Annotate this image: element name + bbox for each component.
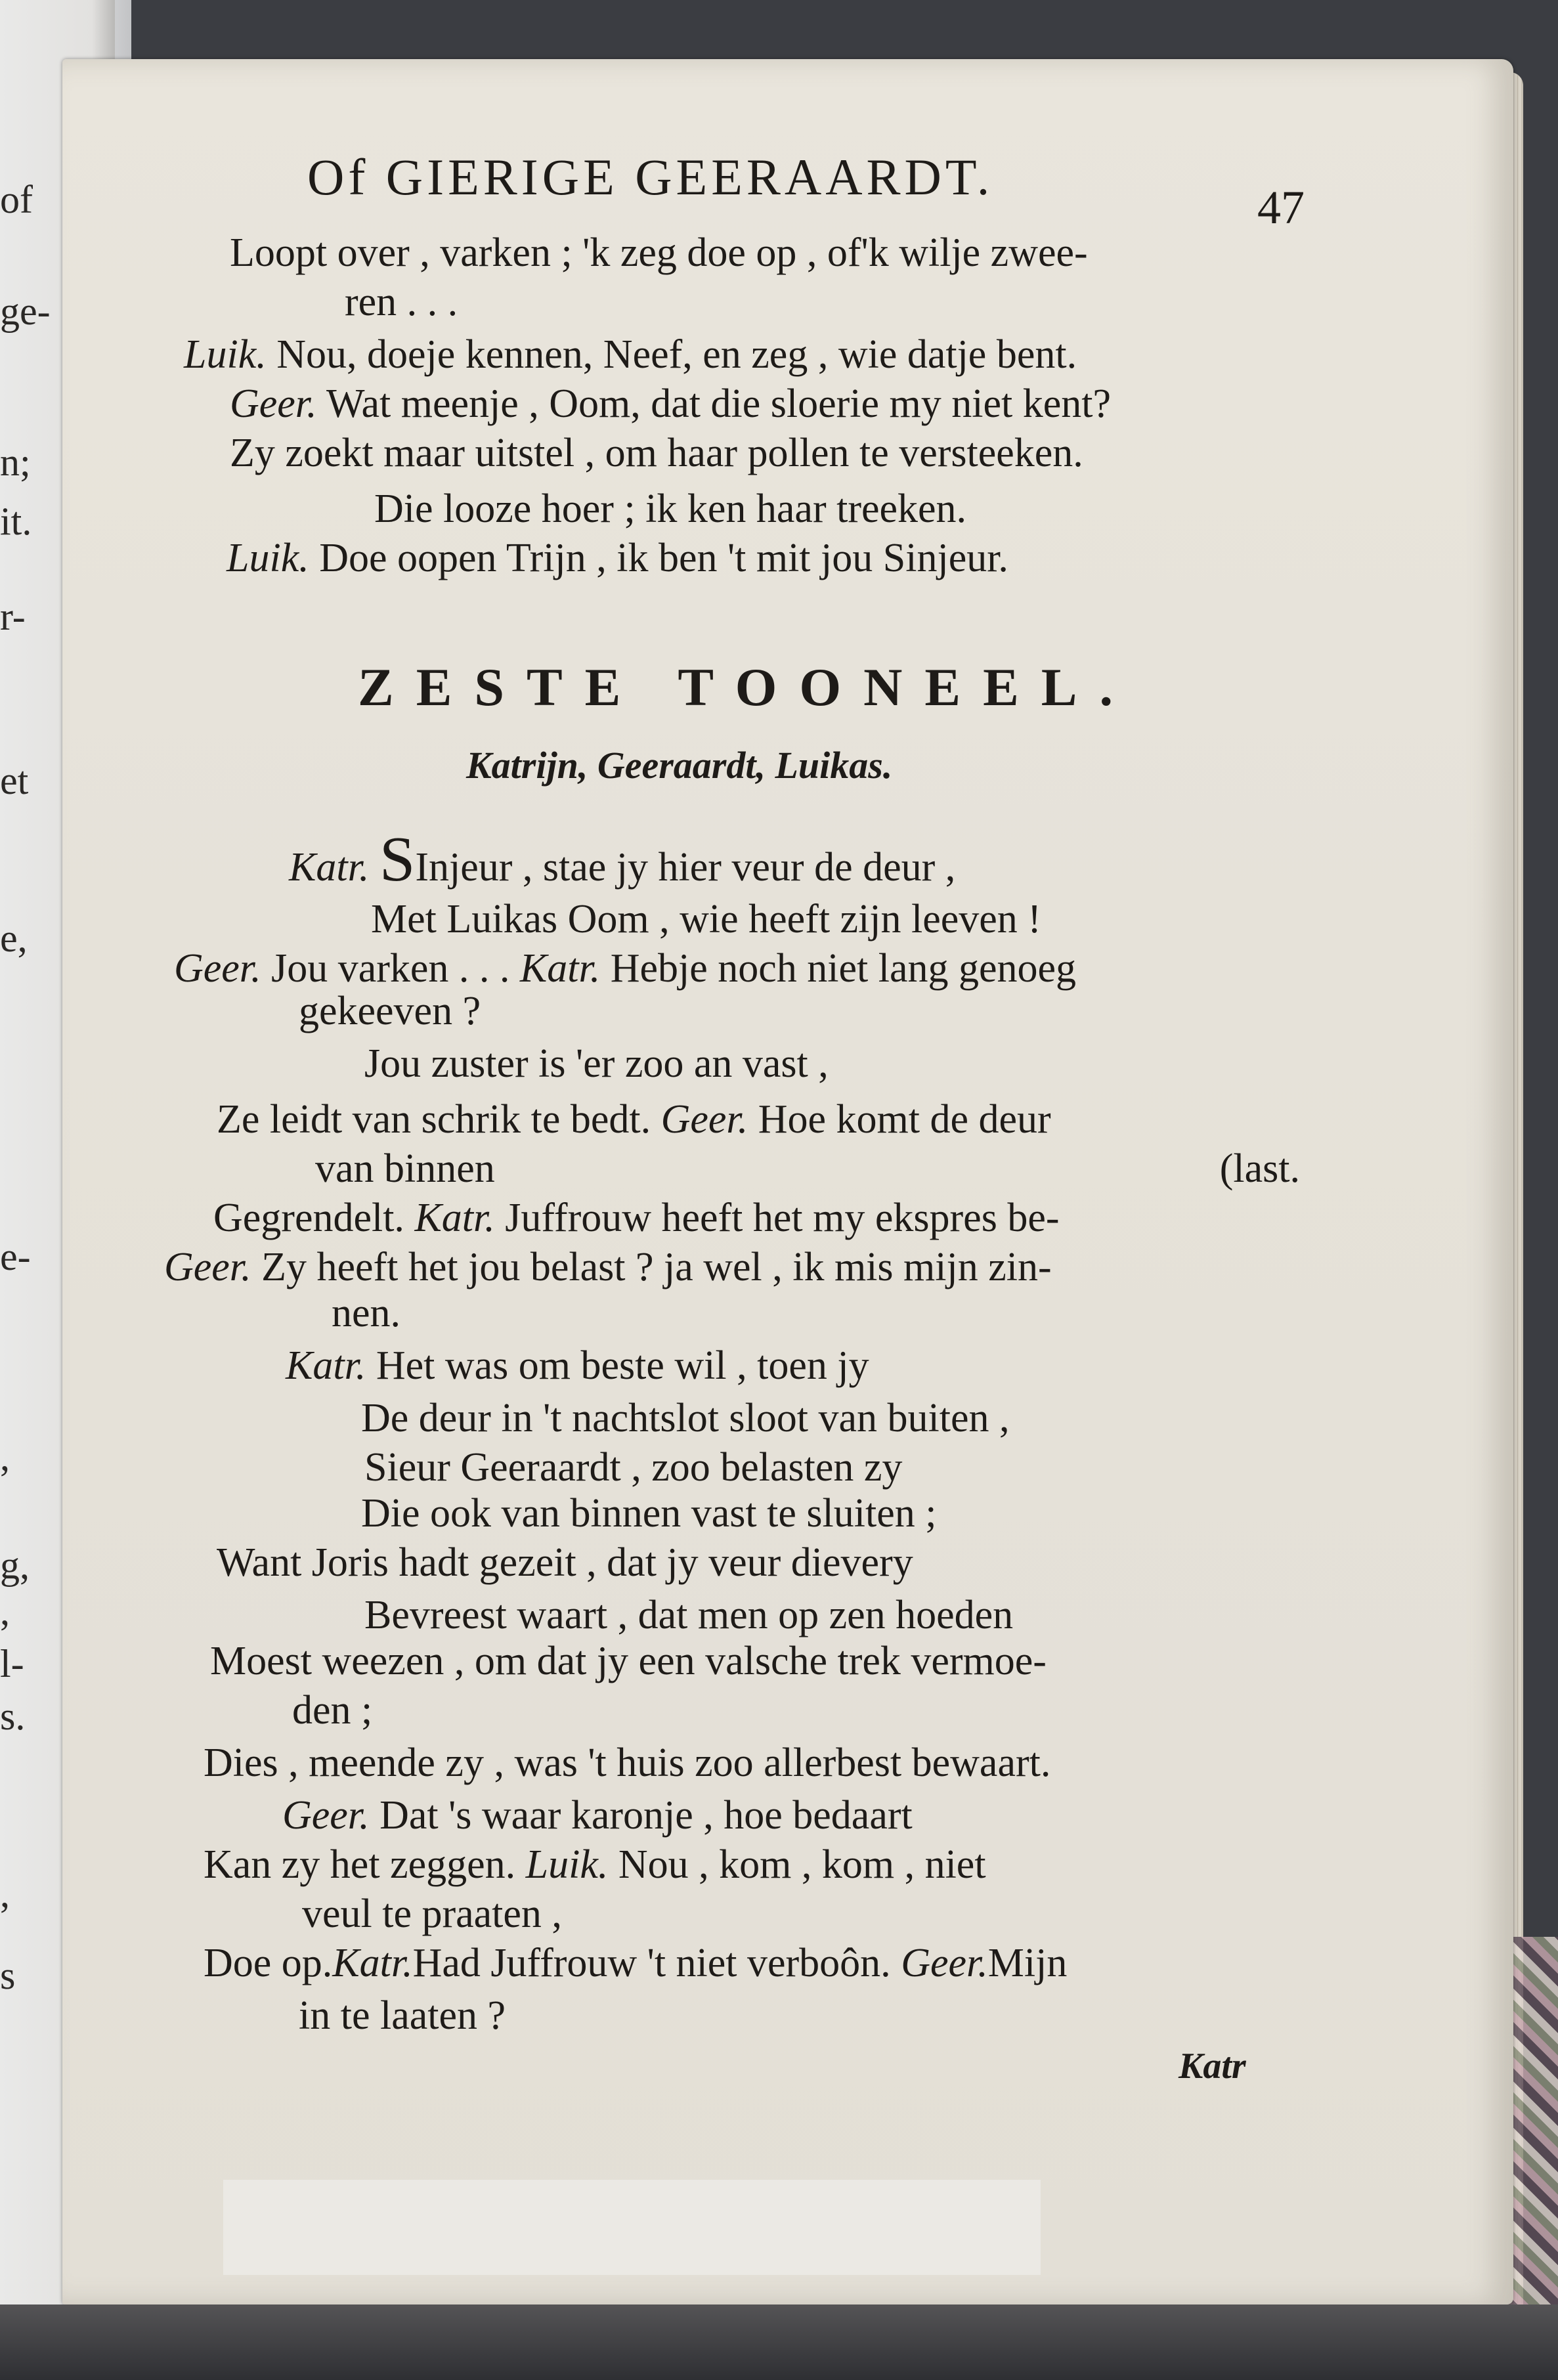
verse-line: Katr. SInjeur , stae jy hier veur de deur , <box>289 824 956 895</box>
left-fragment: l- <box>0 1642 24 1685</box>
speaker-label: Luik. <box>525 1842 609 1887</box>
verse-line: Met Luikas Oom , wie heeft zijn leeven ! <box>371 897 1041 941</box>
left-fragment: , <box>0 1590 10 1633</box>
verse-line: Geer. Zy heeft het jou belast ? ja wel , ik mis mijn zin- <box>164 1245 1052 1289</box>
verse-line: Want Joris hadt gezeit , dat jy veur dievery <box>217 1540 913 1585</box>
page-number: 47 <box>1257 181 1305 234</box>
verse-line: De deur in 't nachtslot sloot van buiten , <box>361 1396 1010 1440</box>
verse-line: Sieur Geeraardt , zoo belasten zy <box>364 1445 903 1490</box>
left-fragment: , <box>0 1872 10 1915</box>
scene-persons: Katrijn, Geeraardt, Luikas. <box>466 744 893 787</box>
left-fragment: s <box>0 1954 16 1997</box>
scene-heading: ZESTE TOONEEL. <box>358 657 1135 717</box>
verse-line: Zy zoekt maar uitstel , om haar pollen te versteeken. <box>230 431 1083 475</box>
verse-line: Bevreest waart , dat men op zen hoeden <box>364 1593 1014 1637</box>
speaker-label: Geer. <box>230 381 317 426</box>
verse-line: Doe op.Katr.Had Juffrouw 't niet verboôn. Geer.Mijn <box>204 1941 1068 1985</box>
verse-line: den ; <box>292 1688 373 1733</box>
speaker-label: Luik. <box>184 332 267 377</box>
verse-line: Jou zuster is 'er zoo an vast , <box>364 1041 829 1086</box>
left-fragment: et <box>0 759 29 802</box>
verse-line: Die looze hoer ; ik ken haar treeken. <box>374 487 967 531</box>
verse-line: Luik. Nou, doeje kennen, Neef, en zeg , wie datje bent. <box>184 332 1077 377</box>
verse-line: Luik. Doe oopen Trijn , ik ben 't mit jou Sinjeur. <box>227 536 1008 580</box>
verse-line: gekeeven ? <box>299 989 481 1033</box>
speaker-label: Geer. <box>164 1245 251 1289</box>
verse-line: veul te praaten , <box>302 1892 562 1936</box>
verse-line: Loopt over , varken ; 'k zeg doe op , of'k wilje zwee- <box>230 230 1088 275</box>
verse-line: Moest weezen , om dat jy een valsche trek vermoe- <box>210 1639 1047 1683</box>
speaker-label: Katr. <box>519 946 601 991</box>
verse-line: Die ook van binnen vast te sluiten ; <box>361 1491 937 1536</box>
verse-line: Geer. Dat 's waar karonje , hoe bedaart <box>282 1793 913 1838</box>
speaker-label: Katr. <box>289 845 370 890</box>
verse-line: Katr. Het was om beste wil , toen jy <box>286 1343 869 1388</box>
left-fragment: it. <box>0 500 32 543</box>
left-fragment: g, <box>0 1544 30 1587</box>
left-fragment: n; <box>0 441 31 484</box>
left-fragment: , <box>0 1435 10 1479</box>
speaker-label: Luik. <box>227 536 309 580</box>
verse-line: Gegrendelt. Katr. Juffrouw heeft het my ekspres be- <box>213 1196 1060 1240</box>
verse-line: Geer. Wat meenje , Oom, dat die sloerie my niet kent? <box>230 381 1111 426</box>
verse-line: van binnen (last. <box>315 1146 1300 1191</box>
left-fragment: e, <box>0 917 28 960</box>
left-fragment: of <box>0 178 33 221</box>
left-fragment: ge- <box>0 290 51 333</box>
left-fragment: e- <box>0 1235 31 1278</box>
catchword: Katr <box>1179 2046 1246 2087</box>
turnover-fragment: (last. <box>1219 1146 1300 1191</box>
running-title: Of GIERIGE GEERAARDT. <box>307 148 994 206</box>
speaker-label: Katr. <box>332 1941 413 1985</box>
speaker-label: Katr. <box>286 1343 366 1388</box>
verse-line: Kan zy het zeggen. Luik. Nou , kom , kom , niet <box>204 1842 986 1887</box>
speaker-label: Katr. <box>414 1196 495 1240</box>
verse-line: ren . . . <box>345 280 458 324</box>
verse-line: Ze leidt van schrik te bedt. Geer. Hoe komt de deur <box>217 1097 1051 1142</box>
verse-line: Dies , meende zy , was 't huis zoo allerbest bewaart. <box>204 1741 1051 1785</box>
drop-cap: S <box>379 824 416 895</box>
speaker-label: Geer. <box>901 1941 988 1985</box>
verse-line: in te laaten ? <box>299 1993 506 2038</box>
verse-line: Geer. Jou varken . . . Katr. Hebje noch niet lang genoeg <box>174 946 1077 991</box>
left-fragment: r- <box>0 595 26 638</box>
left-fragment: s. <box>0 1695 26 1738</box>
speaker-label: Geer. <box>660 1097 748 1142</box>
verse-line: nen. <box>332 1291 401 1335</box>
blank-label-patch <box>223 2180 1041 2275</box>
speaker-label: Geer. <box>174 946 261 991</box>
speaker-label: Geer. <box>282 1793 370 1838</box>
